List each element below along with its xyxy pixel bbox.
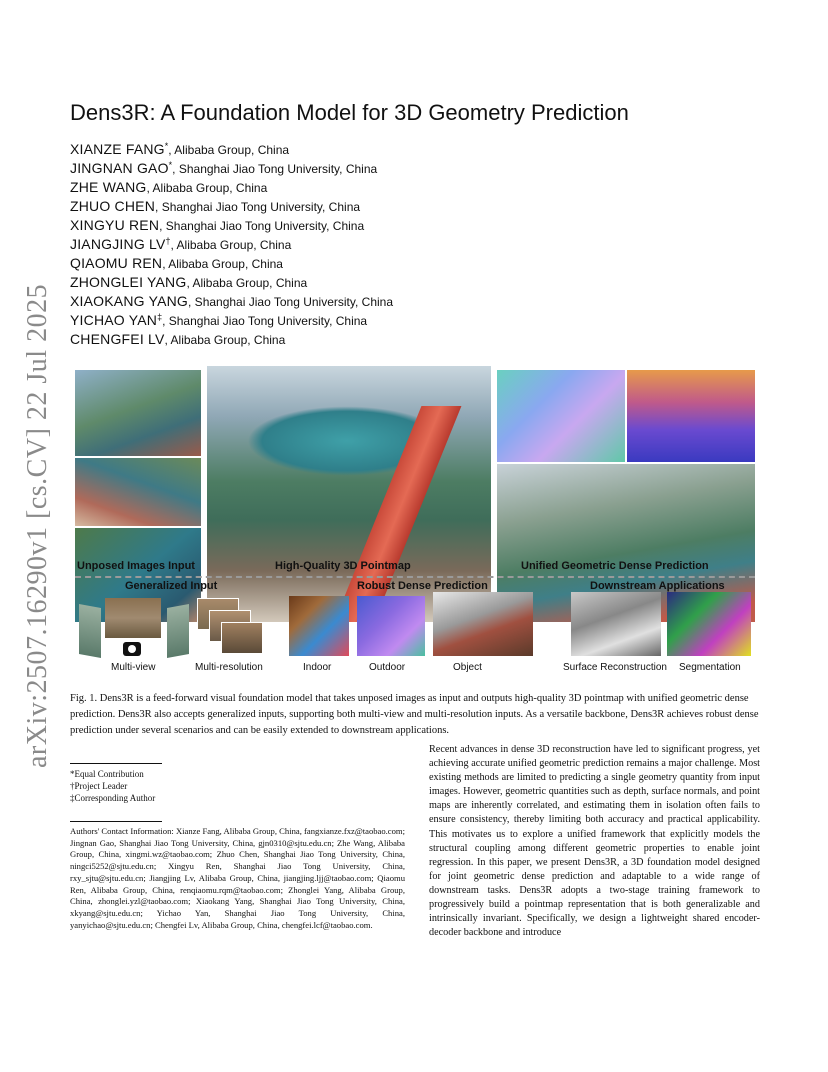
author-affiliation: , Shanghai Jiao Tong University, China xyxy=(159,219,365,233)
author-name: JIANGJING LV xyxy=(70,236,166,252)
indoor-thumb xyxy=(289,596,349,656)
footnotes xyxy=(70,763,410,804)
contact-rule xyxy=(70,821,162,822)
author-affiliation: , Alibaba Group, China xyxy=(170,238,292,252)
author-line xyxy=(70,274,393,293)
author-list xyxy=(70,141,393,350)
figure-caption: Fig. 1. Dens3R is a feed-forward visual foundation model that takes unposed images as input and outputs high-quality 3D pointmap with unified geometric dense prediction. Dens3R also accepts generalized inputs, supporting both multi-view and multi-resolution inputs. As a versatile backbone, Dens3R achieves robust dense prediction under several scenarios and can be easily extended to downstream applications. xyxy=(70,693,759,736)
author-affiliation: , Alibaba Group, China xyxy=(168,143,290,157)
label-pointmap: High-Quality 3D Pointmap xyxy=(275,560,411,572)
figure-divider xyxy=(75,576,755,578)
author-line xyxy=(70,141,393,160)
author-affiliation: , Alibaba Group, China xyxy=(162,257,283,271)
author-line xyxy=(70,198,393,217)
author-line xyxy=(70,312,393,331)
label-indoor: Indoor xyxy=(303,662,332,673)
label-surface: Surface Reconstruction xyxy=(563,662,667,673)
author-affiliation: , Shanghai Jiao Tong University, China xyxy=(172,162,378,176)
segmentation-thumb xyxy=(667,592,751,656)
label-multires: Multi-resolution xyxy=(195,662,263,673)
author-affiliation: , Shanghai Jiao Tong University, China xyxy=(188,295,394,309)
contact-info: Authors' Contact Information: Xianze Fang, Alibaba Group, China, fangxianze.fxz@taobao.com; Jingnan Gao, Shanghai Jiao Tong University, China, gjn0310@sjtu.edu.cn; Zhe Wang, Alibaba Group, China, xingmi.wz@taobao.com; Zhuo Chen, Shanghai Jiao Tong University, China, ningci5252@sjtu.edu.cn; Xingyu Ren, Shanghai Jiao Tong University, China, rxy_sjtu@sjtu.edu.cn; Jiangjing Lv, Alibaba Group, China, jiangjing.ljj@taobao.com; Qiaomu Ren, Alibaba Group, China, renqiaomu.rqm@taobao.com; Zhonglei Yang, Alibaba Group, China, zhonglei.yzl@taobao.com; Xiaokang Yang, Shanghai Jiao Tong University, China, xkyang@sjtu.edu.cn; Yichao Yan, Shanghai Jiao Tong University, China, yanyichao@sjtu.edu.cn; Chengfei Lv, Alibaba Group, China, chengfei.lcf@taobao.com. xyxy=(70,826,405,930)
author-mark: * xyxy=(164,141,169,151)
author-name: XIAOKANG YANG xyxy=(70,293,189,309)
label-robust: Robust Dense Prediction xyxy=(357,580,488,592)
label-object: Object xyxy=(453,662,482,673)
unposed-image-2 xyxy=(75,458,201,526)
author-affiliation: , Shanghai Jiao Tong University, China xyxy=(155,200,361,214)
abstract-text: Recent advances in dense 3D reconstruction have led to significant progress, yet achieving accurate unified geometric prediction remains a major challenge. Most existing methods are limited to predicting a single geometry quantity from input images. However, geometric quantities such as depth, surface normals, and point maps are inherently correlated, and estimating them in isolation often fails to ensure consistency, thereby limiting both accuracy and practical applicability. This motivates us to explore a unified framework that explicitly models the structural coupling among different geometric properties to enable joint regression. In this paper, we present Dens3R, a 3D foundation model designed for joint geometric dense prediction and adaptable to a wide range of downstream tasks. Dens3R adopts a two-stage training framework to progressively build a pointmap representation that is both generalizable and intrinsically invariant. Specifically, we design a lightweight shared encoder-decoder backbone and introduce xyxy=(429,744,760,939)
surface-thumb xyxy=(571,592,661,656)
camera-icon xyxy=(123,642,141,656)
author-mark: † xyxy=(165,236,171,246)
author-line xyxy=(70,331,393,350)
depth-map xyxy=(627,370,755,462)
author-mark: ‡ xyxy=(157,312,163,322)
label-generalized: Generalized Input xyxy=(125,580,218,592)
author-affiliation: , Alibaba Group, China xyxy=(186,276,308,290)
author-name: ZHUO CHEN xyxy=(70,198,156,214)
paper-title: Dens3R: A Foundation Model for 3D Geometry Prediction xyxy=(70,100,629,125)
footnote-corresponding: ‡Corresponding Author xyxy=(70,793,156,803)
author-name: CHENGFEI LV xyxy=(70,331,165,347)
footnote-equal: *Equal Contribution xyxy=(70,769,144,779)
author-name: XINGYU REN xyxy=(70,217,160,233)
author-line xyxy=(70,160,393,179)
footnote-leader: †Project Leader xyxy=(70,781,128,791)
arxiv-stamp: arXiv:2507.16290v1 [cs.CV] 22 Jul 2025 xyxy=(22,283,53,768)
author-affiliation: , Shanghai Jiao Tong University, China xyxy=(162,314,368,328)
author-line xyxy=(70,255,393,274)
outdoor-thumb xyxy=(357,596,425,656)
author-mark: * xyxy=(168,160,173,170)
author-line xyxy=(70,236,393,255)
label-downstream: Downstream Applications xyxy=(590,580,725,592)
author-name: ZHONGLEI YANG xyxy=(70,274,187,290)
multiview-right xyxy=(167,604,189,658)
teaser-figure xyxy=(75,366,755,678)
author-name: JINGNAN GAO xyxy=(70,160,169,176)
author-name: XIANZE FANG xyxy=(70,141,165,157)
author-line xyxy=(70,179,393,198)
author-name: ZHE WANG xyxy=(70,179,147,195)
author-affiliation: , Alibaba Group, China xyxy=(164,333,286,347)
label-segmentation: Segmentation xyxy=(679,662,741,673)
multiview-center xyxy=(105,598,161,638)
label-unified: Unified Geometric Dense Prediction xyxy=(521,560,709,572)
author-name: QIAOMU REN xyxy=(70,255,163,271)
author-line xyxy=(70,293,393,312)
multires-3 xyxy=(221,622,263,654)
author-affiliation: , Alibaba Group, China xyxy=(146,181,268,195)
author-line xyxy=(70,217,393,236)
unposed-image-1 xyxy=(75,370,201,456)
object-thumb xyxy=(433,592,533,656)
footnote-rule xyxy=(70,763,162,764)
label-multiview: Multi-view xyxy=(111,662,156,673)
normal-map xyxy=(497,370,625,462)
label-unposed: Unposed Images Input xyxy=(77,560,195,572)
multiview-left xyxy=(79,604,101,658)
author-name: YICHAO YAN xyxy=(70,312,158,328)
label-outdoor: Outdoor xyxy=(369,662,406,673)
